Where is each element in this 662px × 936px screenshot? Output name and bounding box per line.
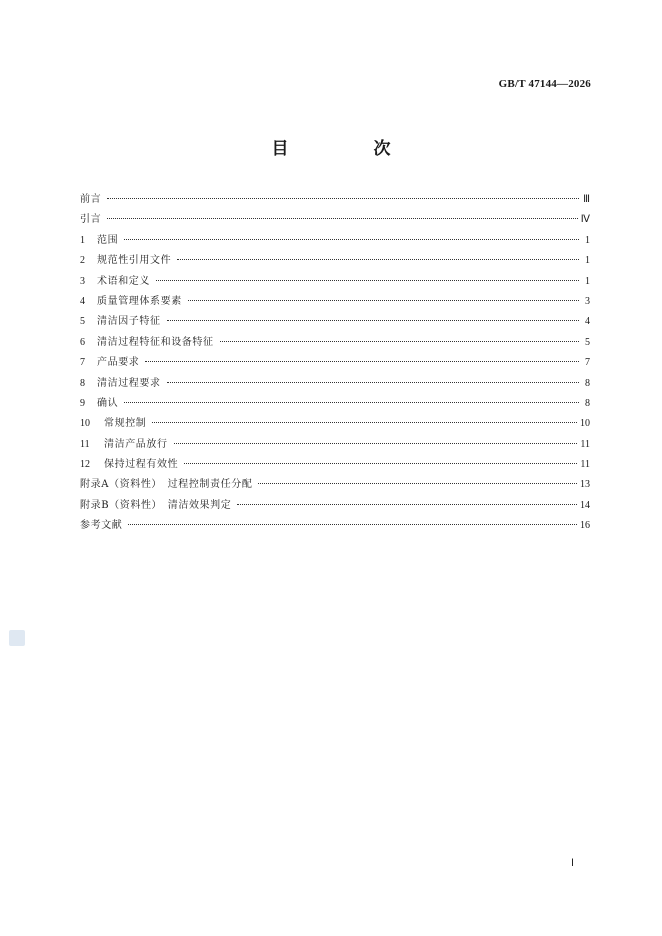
toc-entry-title: 清洁产品放行 xyxy=(104,438,168,450)
toc-entry[interactable] xyxy=(80,374,590,394)
toc-entry-number: 1 xyxy=(80,234,85,246)
toc-entry-page: 8 xyxy=(585,397,590,409)
dot-leader xyxy=(107,218,578,219)
toc-entry-page: Ⅲ xyxy=(583,194,590,205)
toc-entry[interactable] xyxy=(80,455,590,475)
dot-leader xyxy=(167,320,579,321)
dot-leader xyxy=(124,239,579,240)
toc-entry[interactable] xyxy=(80,475,590,495)
toc-entry-number: 8 xyxy=(80,377,85,389)
toc-entry[interactable] xyxy=(80,251,590,271)
toc-entry-title: 质量管理体系要素 xyxy=(97,295,182,307)
toc-entry-number: 10 xyxy=(80,418,90,430)
toc-entry-title: 范围 xyxy=(97,234,119,246)
toc-entry[interactable] xyxy=(80,333,590,353)
toc-entry-page: 1 xyxy=(585,255,590,267)
dot-leader xyxy=(167,382,579,383)
standard-code: GB/T 47144—2026 xyxy=(498,78,591,90)
toc-entry-title: 术语和定义 xyxy=(97,275,150,287)
dot-leader xyxy=(156,280,579,281)
toc-entry-number: 6 xyxy=(80,336,85,348)
dot-leader xyxy=(124,402,579,403)
toc-entry-number: 2 xyxy=(80,255,85,267)
toc-entry-title: 确认 xyxy=(97,397,119,409)
toc-entry-page: 14 xyxy=(580,499,590,511)
toc-entry-title: 附录B（资料性） 清洁效果判定 xyxy=(80,499,232,511)
dot-leader xyxy=(184,463,577,464)
toc-entry-page: 3 xyxy=(585,295,590,307)
toc-entry-number: 9 xyxy=(80,397,85,409)
dot-leader xyxy=(188,300,579,301)
toc-entry-page: 16 xyxy=(580,520,590,532)
toc-entry[interactable] xyxy=(80,414,590,434)
toc-entry[interactable] xyxy=(80,353,590,373)
toc-entry[interactable] xyxy=(80,435,590,455)
toc-entry[interactable] xyxy=(80,394,590,414)
toc-entry-page: 11 xyxy=(580,459,590,471)
toc-entry[interactable] xyxy=(80,496,590,516)
toc-entry[interactable] xyxy=(80,312,590,332)
toc-entry-title: 前言 xyxy=(80,194,102,205)
toc-entry-page: 13 xyxy=(580,479,590,491)
toc-entry[interactable] xyxy=(80,231,590,251)
dot-leader xyxy=(220,341,579,342)
toc-entry-page: 10 xyxy=(580,418,590,430)
toc-entry-number: 12 xyxy=(80,459,90,471)
table-of-contents xyxy=(80,190,590,537)
toc-entry-number: 3 xyxy=(80,275,85,287)
toc-entry-title: 清洁过程要求 xyxy=(97,377,161,389)
toc-entry-title: 产品要求 xyxy=(97,357,140,369)
dot-leader xyxy=(107,198,579,199)
toc-entry-page: 1 xyxy=(585,234,590,246)
toc-entry-number: 7 xyxy=(80,357,85,369)
toc-entry-title: 附录A（资料性） 过程控制责任分配 xyxy=(80,479,253,491)
toc-entry-number: 4 xyxy=(80,295,85,307)
toc-entry-title: 清洁过程特征和设备特征 xyxy=(97,336,214,348)
toc-entry-title: 参考文献 xyxy=(80,520,123,532)
toc-entry[interactable] xyxy=(80,272,590,292)
toc-entry-title: 规范性引用文件 xyxy=(97,255,172,267)
toc-entry-page: 5 xyxy=(585,336,590,348)
toc-entry-page: 4 xyxy=(585,316,590,328)
page-title: 目 次 xyxy=(271,139,425,159)
toc-entry-title: 常规控制 xyxy=(104,418,147,430)
toc-entry[interactable] xyxy=(80,292,590,312)
toc-entry-number: 11 xyxy=(80,438,90,450)
dot-leader xyxy=(237,504,577,505)
dot-leader xyxy=(174,443,578,444)
dot-leader xyxy=(177,259,579,260)
toc-entry[interactable] xyxy=(80,190,590,210)
dot-leader xyxy=(145,361,579,362)
page-number: Ⅰ xyxy=(571,858,574,869)
toc-entry-number: 5 xyxy=(80,316,85,328)
toc-entry-page: 8 xyxy=(585,377,590,389)
toc-entry-title: 引言 xyxy=(80,214,102,226)
toc-entry-title: 清洁因子特征 xyxy=(97,316,161,328)
dot-leader xyxy=(258,483,577,484)
dot-leader xyxy=(128,524,577,525)
toc-entry-title: 保持过程有效性 xyxy=(104,459,179,471)
toc-entry-page: Ⅳ xyxy=(580,214,590,226)
toc-entry-page: 11 xyxy=(580,438,590,450)
toc-entry[interactable] xyxy=(80,516,590,536)
toc-entry[interactable] xyxy=(80,210,590,230)
toc-entry-page: 1 xyxy=(585,275,590,287)
toc-entry-page: 7 xyxy=(585,357,590,369)
dot-leader xyxy=(152,422,577,423)
side-watermark-icon xyxy=(9,630,25,646)
